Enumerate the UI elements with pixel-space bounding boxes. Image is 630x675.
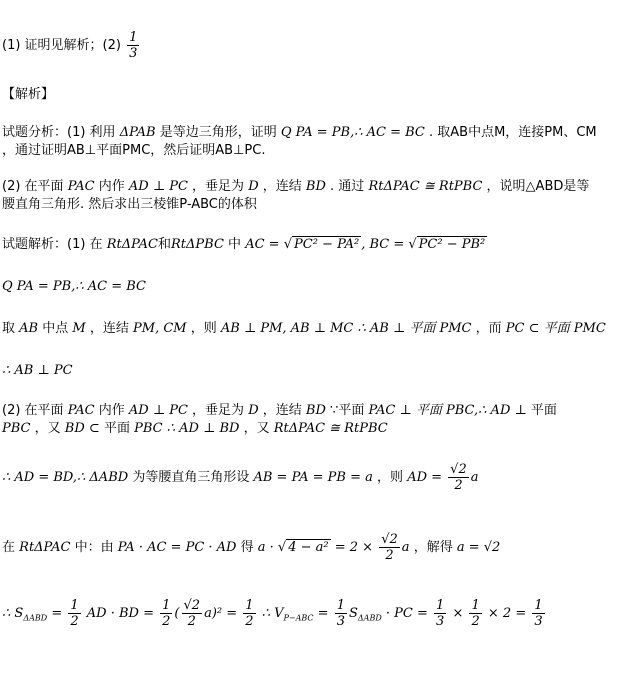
text: 取 [2,321,16,336]
math: BD ⊂ [64,421,100,436]
answer-frac-den: 3 [129,46,138,61]
frac-num: √2 [381,532,398,547]
math: RtΔPAC ≅ RtPBC [273,421,388,436]
math: , BC = [361,237,405,252]
radicand: PC² − PB² [418,237,486,252]
fraction [243,598,255,629]
fraction [469,598,481,629]
math: PC ⊂ 平面 [505,321,570,336]
answer-text: (1) 证明见解析；(2) [2,38,121,53]
math: S [348,606,358,621]
math: × [452,606,464,621]
radicand: PC² − PA² [294,237,360,252]
math: = 2 × [334,540,374,555]
math: ∴ AB ⊥ 平面 [357,321,436,336]
analysis-line-3 [2,178,589,196]
text: ，而 [475,321,502,336]
solution-line-1: 试题解析：(1) 在 RtΔPAC和RtΔPBC 中 AC = √ PC² − PA² , BC = √ PC² − PB² [2,237,486,252]
math: BD [305,179,326,194]
math: AC = [245,237,280,252]
math: PBC,∴ AD ⊥ [446,403,527,418]
math: AD ⊥ PC [128,403,188,418]
text: ，又 [34,421,61,436]
text: ，连结 [262,403,302,418]
fraction [160,598,172,629]
math: ∴ [261,606,270,621]
math: PAC [67,403,95,418]
math: AB = PA = PB = a [253,470,373,485]
math: ∴ AD = BD,∴ ΔABD [2,470,129,485]
text: . 取AB中点M，连接PM、CM [429,125,597,140]
radicand: 4 − a² [288,540,329,555]
fraction [182,598,203,629]
math: Q PA = PB,∴ AC = BC [2,279,146,294]
solution-line-7 [2,462,479,493]
math: ∴ AB ⊥ PC [2,363,73,378]
text: ，垂足为 [192,179,245,194]
math: AB ⊥ PM, AB ⊥ MC [220,321,354,336]
text: 内作 [98,179,125,194]
math: ΔPAB [119,125,156,140]
text: 是等边三角形，证明 [159,125,277,140]
frac-den: 2 [385,548,394,563]
text: ，连结 [89,321,129,336]
math: RtΔPBC [171,237,224,252]
fraction [379,532,400,563]
solution-line-5 [2,402,557,420]
text: 中 [228,237,242,252]
text: (2) 在平面 [2,179,64,194]
text: 试题解析：(1) 在 [2,237,103,252]
text: 中：由 [74,540,114,555]
text: ，说明△ABD是等 [486,179,590,194]
fraction [68,598,80,629]
math: = [51,606,63,621]
text: ，又 [243,421,270,436]
math: AB [19,321,39,336]
answer-frac-num: 1 [129,30,138,45]
subscript: P−ABC [283,613,314,623]
frac-num: 1 [162,598,171,613]
text: 平面 [103,421,130,436]
solution-line-8: 在 RtΔPAC 中：由 PA · AC = PC · AD 得 a · √ 4 − a² = 2 × $\frac{√2}{2}$ a ，解得 a = √2 [2,532,501,563]
math: a)² = [204,606,238,621]
math: PMC [439,321,472,336]
math: × 2 = [487,606,527,621]
math: M [72,321,86,336]
math: PM, CM [133,321,187,336]
fraction [532,598,544,629]
math: a = √2 [456,540,501,555]
frac-den: 3 [436,614,445,629]
math: ∴ S [2,606,24,621]
frac-num: 1 [336,598,345,613]
math: RtΔPAC [106,237,158,252]
frac-num: 1 [534,598,543,613]
text: ，连结 [262,179,302,194]
math: · PC = [385,606,428,621]
answer-fraction [127,30,139,61]
subscript: ΔABD [357,613,382,623]
analysis-line-4: 腰直角三角形. 然后求出三棱锥P-ABC的体积 [2,197,257,212]
frac-den: 2 [245,614,254,629]
text: 和 [158,237,172,252]
subscript: ΔABD [23,613,48,623]
fraction [335,598,347,629]
frac-den: 2 [162,614,171,629]
math: ( [174,606,180,621]
text: ，则 [377,470,404,485]
answer-line [2,30,141,61]
math: V [274,606,284,621]
frac-num: √2 [450,462,467,477]
frac-num: 1 [70,598,79,613]
frac-den: 2 [454,478,463,493]
solution-line-3 [2,320,606,338]
frac-den: 2 [70,614,79,629]
text: 内作 [98,403,125,418]
text: ，垂足为 [192,403,245,418]
analysis-heading: 【解析】 [2,87,55,102]
math: RtΔPAC [19,540,71,555]
fraction [448,462,469,493]
frac-den: 2 [187,614,196,629]
math: PBC [134,421,163,436]
frac-num: 1 [471,598,480,613]
frac-num: √2 [183,598,201,613]
math: D [248,179,259,194]
math: BD [305,403,326,418]
frac-den: 3 [336,614,345,629]
text: 中点 [42,321,69,336]
math: PA · AC = PC · AD [117,540,237,555]
math: ⊥ 平面 [399,403,442,418]
math: PAC [67,179,95,194]
analysis-line-1 [2,124,597,142]
math: PMC [573,321,606,336]
math: Q PA = PB,∴ AC = BC [280,125,425,140]
frac-num: 1 [436,598,445,613]
frac-den: 2 [471,614,480,629]
analysis-line-2: ，通过证明AB⊥平面PMC，然后证明AB⊥PC. [2,143,266,158]
math: PAC [368,403,396,418]
math: D [248,403,259,418]
frac-num: 1 [245,598,254,613]
math: AD = [407,470,443,485]
solution-line-9 [2,598,547,629]
solution-line-6 [2,420,388,438]
math: ∴ AD ⊥ BD [166,421,240,436]
text: ，则 [190,321,217,336]
text: 得 [240,540,254,555]
text: (2) 在平面 [2,403,64,418]
text: . 通过 [330,179,365,194]
math: a [401,540,410,555]
fraction [434,598,446,629]
text: ，解得 [413,540,453,555]
solution-line-4 [2,362,73,380]
text: 试题分析：(1) 利用 [2,125,116,140]
text: 在 [2,540,16,555]
frac-den: 3 [534,614,543,629]
math: AD ⊥ PC [128,179,188,194]
text: 平面 [530,403,557,418]
math: = [317,606,329,621]
math: AD · BD = [86,606,154,621]
math: RtΔPAC ≅ RtPBC [368,179,483,194]
text: 为等腰直角三角形设 [132,470,250,485]
math: a [470,470,479,485]
solution-line-2 [2,278,146,296]
math: PBC [2,421,31,436]
math: a · [257,540,274,555]
text: ∵平面 [330,403,365,418]
